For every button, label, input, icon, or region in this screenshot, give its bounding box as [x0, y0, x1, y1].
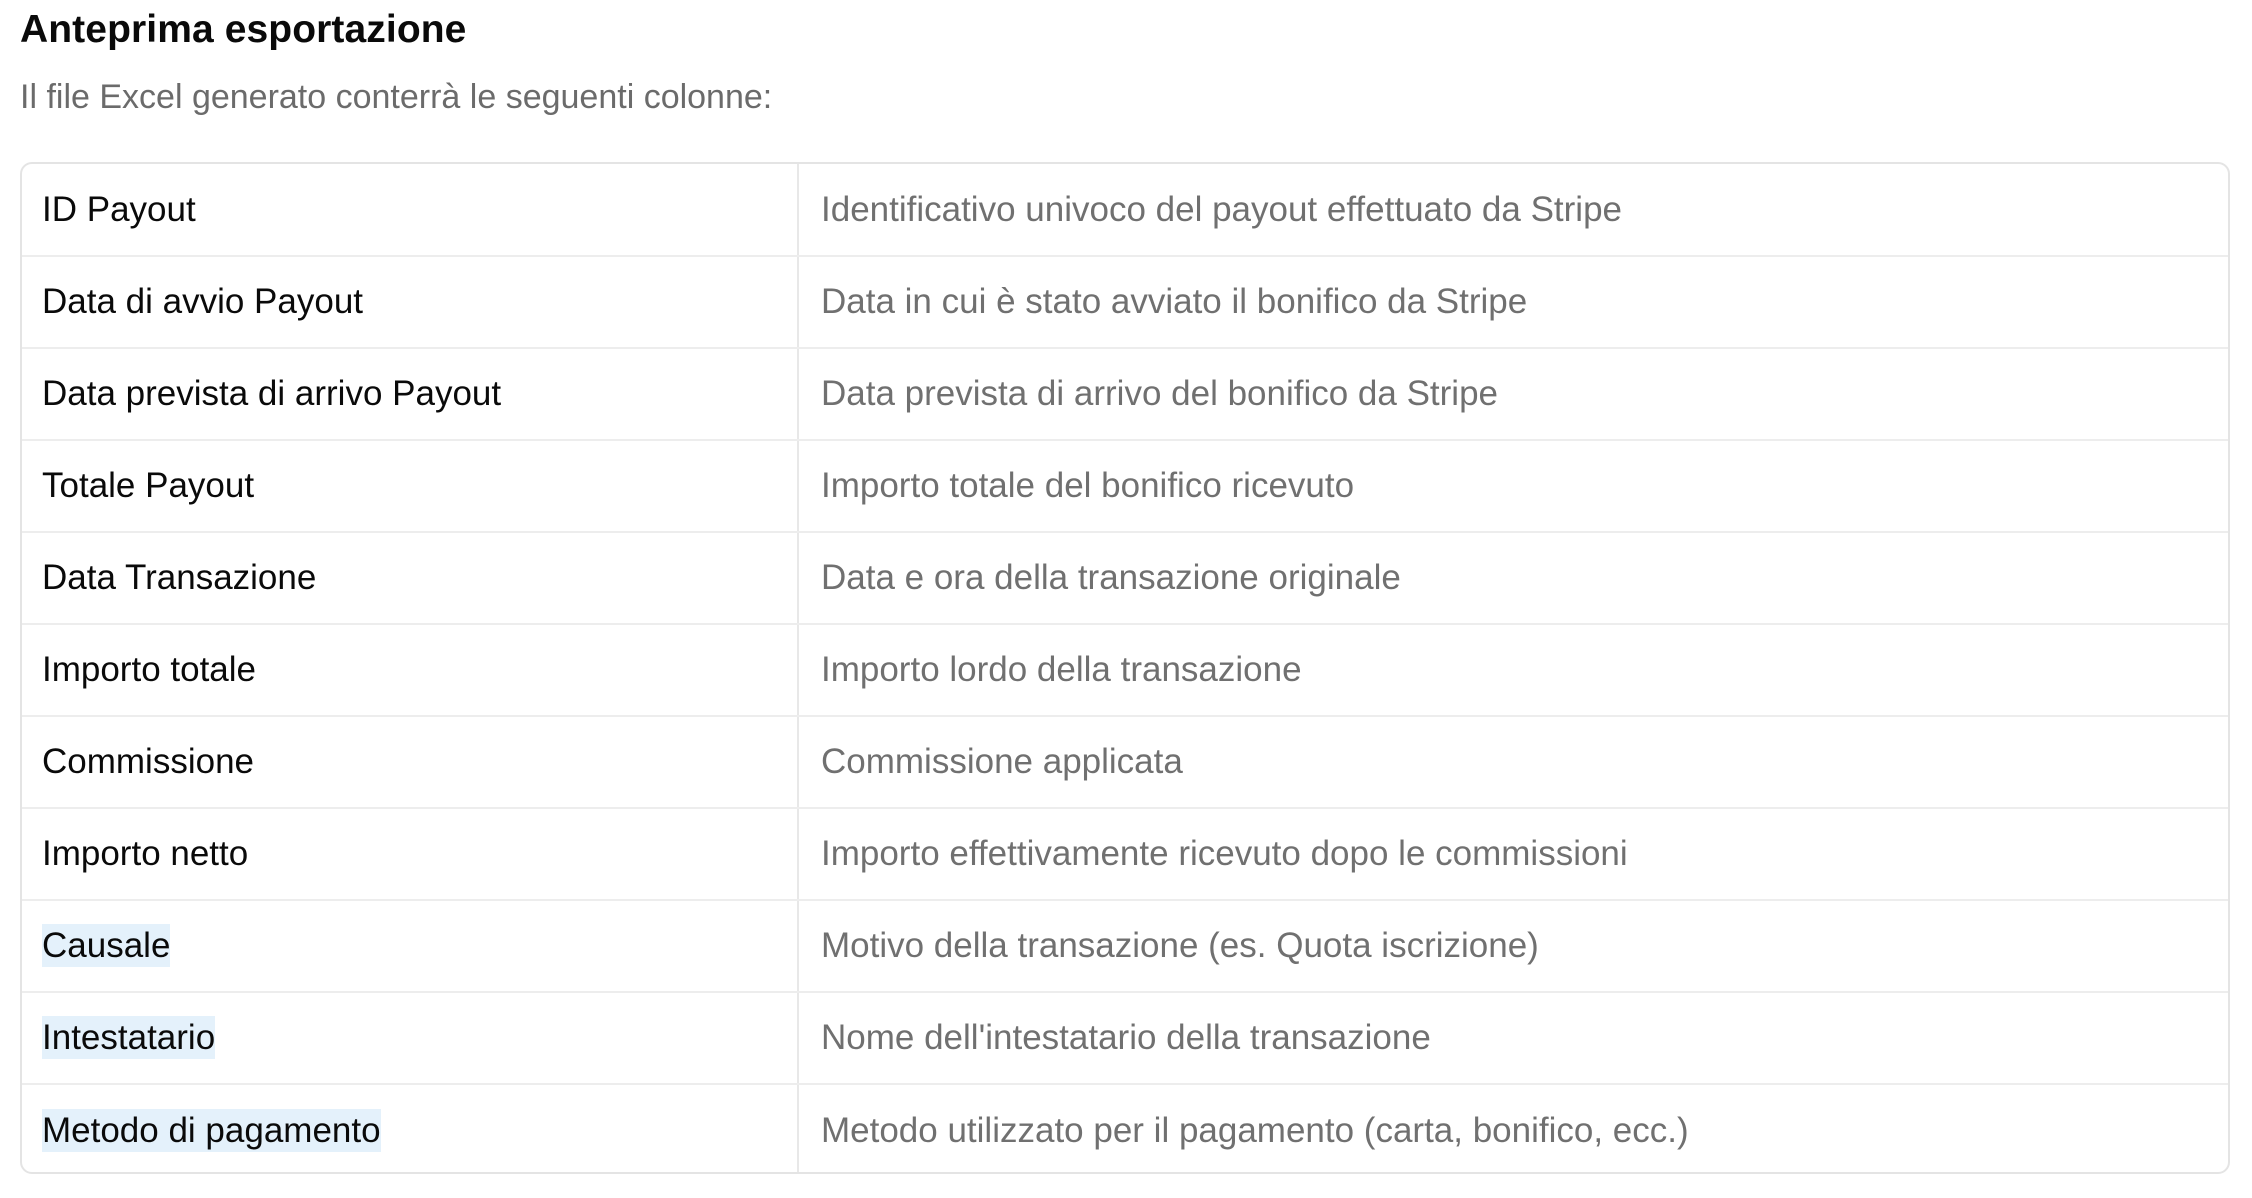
column-name: Totale Payout — [42, 466, 255, 505]
column-description: Metodo utilizzato per il pagamento (carta, bonifico, ecc.) — [821, 1110, 1689, 1150]
columns-table — [22, 164, 2228, 1174]
column-name-cell — [22, 440, 798, 532]
column-name: Commissione — [42, 742, 254, 781]
column-description-cell — [798, 624, 2228, 716]
column-description-cell — [798, 808, 2228, 900]
column-name-cell — [22, 900, 798, 992]
column-name: Importo netto — [42, 834, 249, 873]
table-row — [22, 256, 2228, 348]
column-name-cell — [22, 348, 798, 440]
table-row — [22, 164, 2228, 256]
column-description-cell — [798, 440, 2228, 532]
column-name: Importo totale — [42, 650, 256, 689]
column-name: Data prevista di arrivo Payout — [42, 374, 502, 413]
column-name-cell — [22, 1084, 798, 1174]
column-name-cell — [22, 532, 798, 624]
column-description: Importo totale del bonifico ricevuto — [821, 466, 1355, 505]
column-description: Importo lordo della transazione — [821, 650, 1302, 689]
column-name-cell — [22, 256, 798, 348]
column-name-selected: Metodo di pagamento — [42, 1110, 381, 1150]
column-description-cell — [798, 716, 2228, 808]
column-name-cell — [22, 624, 798, 716]
column-name-cell — [22, 808, 798, 900]
column-description: Motivo della transazione (es. Quota iscrizione) — [821, 926, 1539, 965]
column-description-cell — [798, 532, 2228, 624]
column-name-cell — [22, 164, 798, 256]
column-description: Importo effettivamente ricevuto dopo le commissioni — [821, 834, 1628, 873]
table-row — [22, 992, 2228, 1084]
column-name-cell — [22, 716, 798, 808]
table-row — [22, 716, 2228, 808]
column-description-cell — [798, 992, 2228, 1084]
column-name-selected: Causale — [42, 926, 171, 965]
column-name-cell — [22, 992, 798, 1084]
table-row — [22, 900, 2228, 992]
column-name: ID Payout — [42, 189, 196, 229]
page-title: Anteprima esportazione — [20, 8, 467, 51]
table-row — [22, 624, 2228, 716]
column-description-cell — [798, 348, 2228, 440]
table-row — [22, 1084, 2228, 1174]
column-description-cell — [798, 164, 2228, 256]
page-subtitle: Il file Excel generato conterrà le seguenti colonne: — [20, 78, 773, 116]
column-description: Identificativo univoco del payout effettuato da Stripe — [821, 189, 1623, 229]
column-name-selected: Intestatario — [42, 1018, 216, 1057]
column-description: Data prevista di arrivo del bonifico da Stripe — [821, 374, 1499, 413]
column-description-cell — [798, 256, 2228, 348]
column-description: Nome dell'intestatario della transazione — [821, 1018, 1431, 1057]
column-name: Data di avvio Payout — [42, 282, 364, 321]
column-description-cell — [798, 1084, 2228, 1174]
column-description: Data in cui è stato avviato il bonifico da Stripe — [821, 282, 1528, 321]
column-name: Data Transazione — [42, 558, 317, 597]
columns-table-card — [20, 162, 2230, 1174]
column-description: Commissione applicata — [821, 742, 1183, 781]
table-row — [22, 532, 2228, 624]
table-row — [22, 348, 2228, 440]
table-row — [22, 440, 2228, 532]
column-description: Data e ora della transazione originale — [821, 558, 1401, 597]
column-description-cell — [798, 900, 2228, 992]
table-row — [22, 808, 2228, 900]
